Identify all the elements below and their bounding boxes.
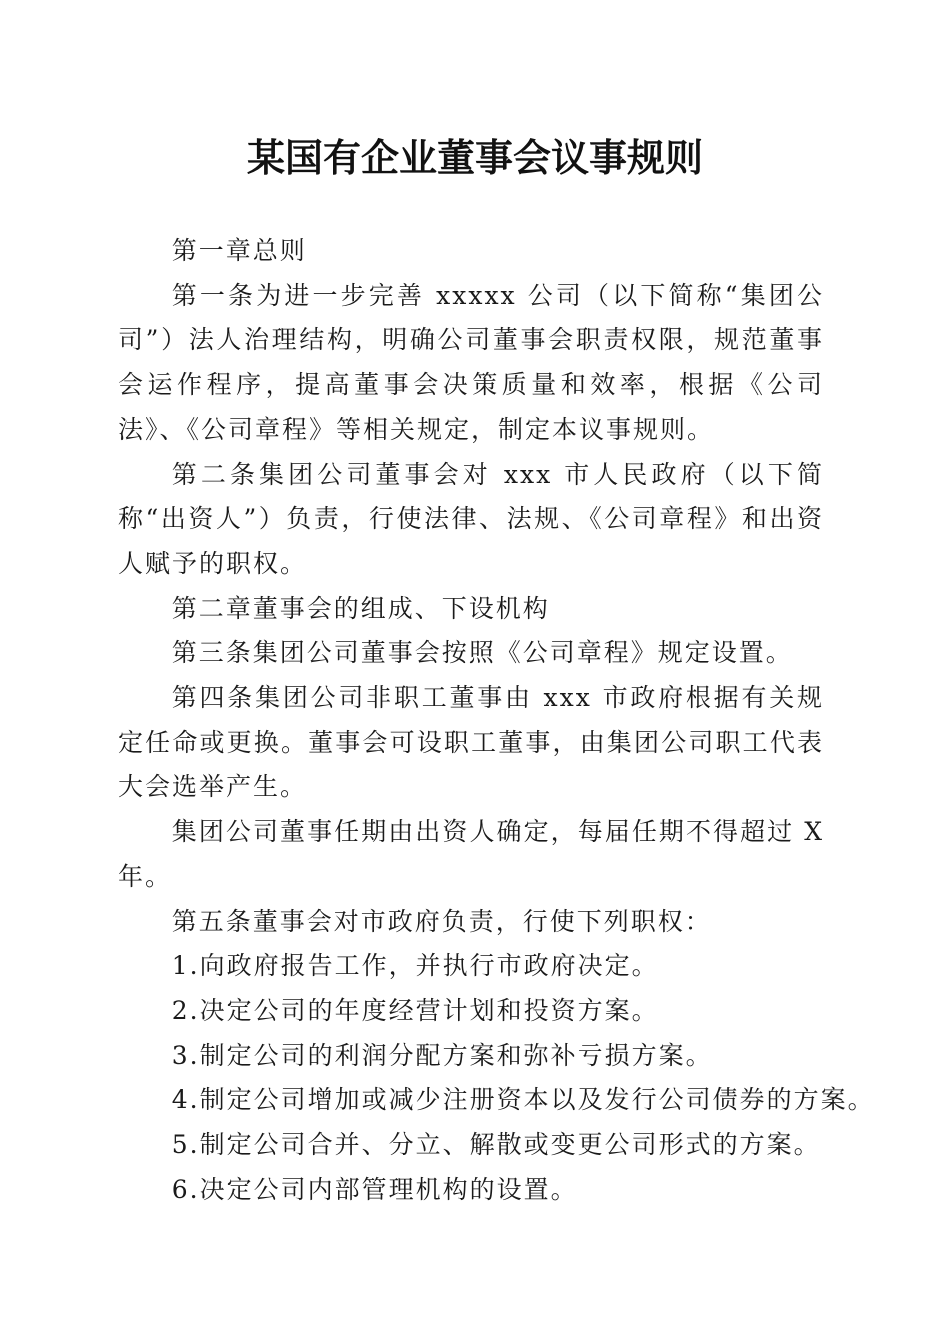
article-paragraph: 第一条为进一步完善 xxxxx 公司（以下简称“集团公司”）法人治理结构，明确公司董事会职责权限，规范董事会运作程序，提高董事会决策质量和效率，根据《公司法》、《公司章程》等相关规定，制定本议事规则。 (118, 280, 824, 444)
document-body (118, 229, 875, 1212)
list-item: 2.决定公司的年度经营计划和投资方案。 (171, 995, 659, 1025)
list-item: 3.制定公司的利润分配方案和弥补亏损方案。 (171, 1040, 713, 1070)
chapter-heading: 第一章总则 (171, 236, 307, 265)
article-paragraph: 第五条董事会对市政府负责，行使下列职权： (171, 906, 712, 936)
list-item: 5.制定公司合并、分立、解散或变更公司形式的方案。 (171, 1130, 821, 1160)
article-paragraph: 第三条集团公司董事会按照《公司章程》规定设置。 (171, 638, 793, 668)
list-item: 4.制定公司增加或减少注册资本以及发行公司债券的方案。 (171, 1085, 875, 1115)
document-title: 某国有企业董事会议事规则 (246, 135, 703, 180)
chapter-heading: 第二章董事会的组成、下设机构 (171, 593, 550, 623)
article-paragraph: 第二条集团公司董事会对 xxx 市人民政府（以下简称“出资人”）负责，行使法律、法规、《公司章程》和出资人赋予的职权。 (118, 459, 824, 578)
article-paragraph: 第四条集团公司非职工董事由 xxx 市政府根据有关规定任命或更换。董事会可设职工董事，由集团公司职工代表大会选举产生。 (118, 683, 824, 802)
list-item: 1.向政府报告工作，并执行市政府决定。 (171, 951, 659, 981)
article-paragraph: 集团公司董事任期由出资人确定，每届任期不得超过 X 年。 (118, 817, 824, 891)
list-item: 6.决定公司内部管理机构的设置。 (171, 1174, 578, 1204)
